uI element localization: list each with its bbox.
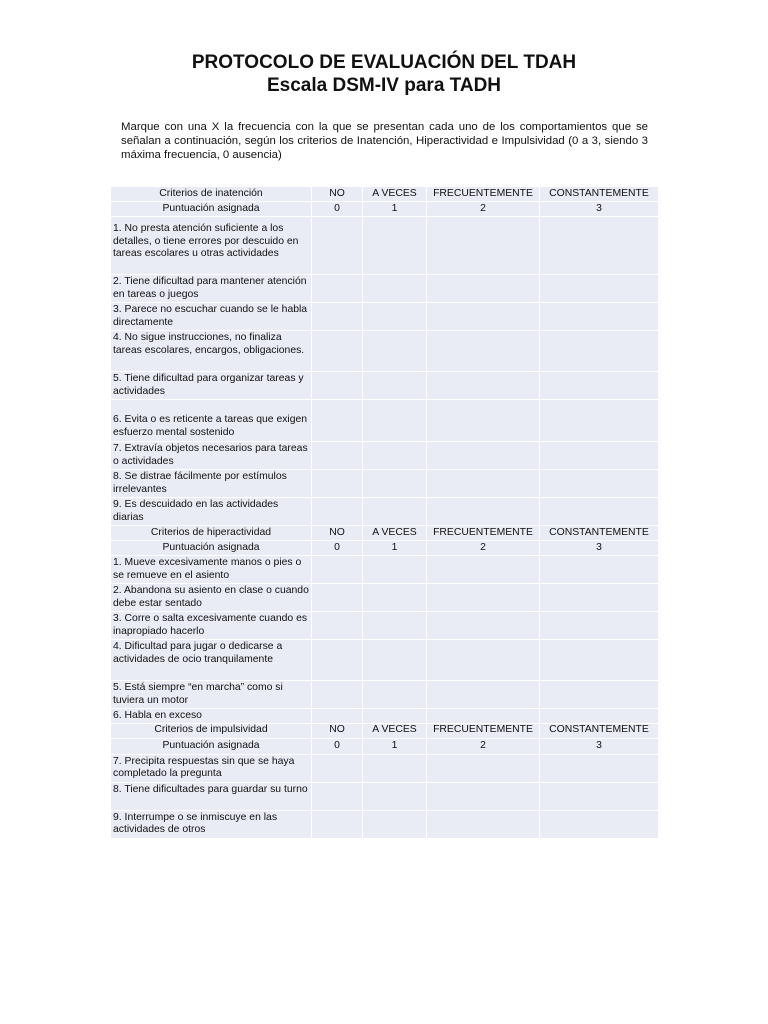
answer-cell-a-veces[interactable] [363,217,427,275]
item-text: 4. Dificultad para jugar o dedicarse a actividades de ocio tranquilamente [111,640,312,681]
answer-cell-no[interactable] [312,442,363,470]
answer-cell-constantemente[interactable] [540,372,659,400]
item-text: 3. Parece no escuchar cuando se le habla directamente [111,303,312,331]
score-no: 0 [312,541,363,556]
evaluation-table [110,186,659,839]
item-row [111,612,659,640]
score-constantemente: 3 [540,202,659,217]
section-heading: Criterios de inatención [111,187,312,202]
item-text: 5. Está siempre “en marcha” como si tuviera un motor [111,681,312,709]
item-row [111,400,659,442]
score-a-veces: 1 [363,738,427,754]
section-header-row [111,526,659,541]
score-label: Puntuación asignada [111,202,312,217]
answer-cell-a-veces[interactable] [363,400,427,442]
answer-cell-no[interactable] [312,303,363,331]
answer-cell-constantemente[interactable] [540,400,659,442]
item-row [111,442,659,470]
column-header-a-veces: A VECES [363,723,427,738]
answer-cell-no[interactable] [312,782,363,810]
item-row [111,331,659,372]
answer-cell-a-veces[interactable] [363,810,427,838]
answer-cell-constantemente[interactable] [540,331,659,372]
column-header-a-veces: A VECES [363,187,427,202]
section-header-row [111,187,659,202]
answer-cell-a-veces[interactable] [363,556,427,584]
answer-cell-constantemente[interactable] [540,612,659,640]
score-row [111,202,659,217]
answer-cell-no[interactable] [312,584,363,612]
item-row [111,275,659,303]
item-row [111,584,659,612]
score-frecuentemente: 2 [427,202,540,217]
answer-cell-frecuentemente[interactable] [427,709,540,724]
answer-cell-a-veces[interactable] [363,709,427,724]
answer-cell-frecuentemente[interactable] [427,217,540,275]
answer-cell-a-veces[interactable] [363,303,427,331]
item-row [111,754,659,782]
answer-cell-constantemente[interactable] [540,303,659,331]
item-row [111,470,659,498]
column-header-a-veces: A VECES [363,526,427,541]
answer-cell-frecuentemente[interactable] [427,612,540,640]
column-header-no: NO [312,723,363,738]
score-row [111,541,659,556]
item-row [111,217,659,275]
item-text: 2. Abandona su asiento en clase o cuando debe estar sentado [111,584,312,612]
score-constantemente: 3 [540,541,659,556]
answer-cell-constantemente[interactable] [540,470,659,498]
item-row [111,640,659,681]
answer-cell-frecuentemente[interactable] [427,584,540,612]
score-frecuentemente: 2 [427,541,540,556]
answer-cell-constantemente[interactable] [540,275,659,303]
answer-cell-no[interactable] [312,400,363,442]
column-header-no: NO [312,187,363,202]
answer-cell-constantemente[interactable] [540,681,659,709]
item-row [111,709,659,724]
score-no: 0 [312,202,363,217]
item-row [111,782,659,810]
answer-cell-a-veces[interactable] [363,372,427,400]
score-label: Puntuación asignada [111,541,312,556]
answer-cell-no[interactable] [312,217,363,275]
item-row [111,372,659,400]
answer-cell-constantemente[interactable] [540,584,659,612]
answer-cell-a-veces[interactable] [363,442,427,470]
score-constantemente: 3 [540,738,659,754]
item-row [111,681,659,709]
answer-cell-frecuentemente[interactable] [427,372,540,400]
answer-cell-frecuentemente[interactable] [427,331,540,372]
answer-cell-no[interactable] [312,372,363,400]
column-header-constantemente: CONSTANTEMENTE [540,723,659,738]
answer-cell-constantemente[interactable] [540,640,659,681]
answer-cell-frecuentemente[interactable] [427,640,540,681]
item-text: 6. Evita o es reticente a tareas que exigen esfuerzo mental sostenido [111,400,312,442]
answer-cell-a-veces[interactable] [363,498,427,526]
answer-cell-no[interactable] [312,640,363,681]
answer-cell-a-veces[interactable] [363,640,427,681]
answer-cell-constantemente[interactable] [540,709,659,724]
answer-cell-constantemente[interactable] [540,810,659,838]
answer-cell-no[interactable] [312,275,363,303]
answer-cell-no[interactable] [312,470,363,498]
answer-cell-a-veces[interactable] [363,754,427,782]
title-line-1: PROTOCOLO DE EVALUACIÓN DEL TDAH [191,52,577,73]
answer-cell-constantemente[interactable] [540,442,659,470]
score-row [111,738,659,754]
item-text: 2. Tiene dificultad para mantener atención en tareas o juegos [111,275,312,303]
item-text: 5. Tiene dificultad para organizar tareas y actividades [111,372,312,400]
item-text: 4. No sigue instrucciones, no finaliza tareas escolares, encargos, obligaciones. [111,331,312,372]
answer-cell-constantemente[interactable] [540,782,659,810]
item-text: 9. Es descuidado en las actividades diarias [111,498,312,526]
answer-cell-a-veces[interactable] [363,612,427,640]
answer-cell-no[interactable] [312,810,363,838]
answer-cell-constantemente[interactable] [540,754,659,782]
column-header-frecuentemente: FRECUENTEMENTE [427,526,540,541]
answer-cell-no[interactable] [312,331,363,372]
answer-cell-a-veces[interactable] [363,331,427,372]
answer-cell-frecuentemente[interactable] [427,442,540,470]
answer-cell-no[interactable] [312,681,363,709]
item-text: 6. Habla en exceso [111,709,312,724]
item-text: 3. Corre o salta excesivamente cuando es inapropiado hacerlo [111,612,312,640]
answer-cell-a-veces[interactable] [363,584,427,612]
score-no: 0 [312,738,363,754]
item-row [111,810,659,838]
item-text: 9. Interrumpe o se inmiscuye en las actividades de otros [111,810,312,838]
section-heading: Criterios de impulsividad [111,723,312,738]
answer-cell-frecuentemente[interactable] [427,275,540,303]
item-row [111,303,659,331]
column-header-no: NO [312,526,363,541]
column-header-frecuentemente: FRECUENTEMENTE [427,723,540,738]
document-title [0,52,768,98]
answer-cell-a-veces[interactable] [363,275,427,303]
answer-cell-frecuentemente[interactable] [427,782,540,810]
answer-cell-constantemente[interactable] [540,556,659,584]
column-header-constantemente: CONSTANTEMENTE [540,526,659,541]
item-row [111,498,659,526]
score-frecuentemente: 2 [427,738,540,754]
answer-cell-frecuentemente[interactable] [427,754,540,782]
answer-cell-no[interactable] [312,709,363,724]
column-header-frecuentemente: FRECUENTEMENTE [427,187,540,202]
title-line-2: Escala DSM-IV para TADH [266,75,502,96]
answer-cell-no[interactable] [312,498,363,526]
score-a-veces: 1 [363,202,427,217]
answer-cell-no[interactable] [312,556,363,584]
answer-cell-frecuentemente[interactable] [427,498,540,526]
answer-cell-frecuentemente[interactable] [427,810,540,838]
item-text: 7. Extravía objetos necesarios para tareas o actividades [111,442,312,470]
answer-cell-a-veces[interactable] [363,681,427,709]
answer-cell-constantemente[interactable] [540,498,659,526]
item-text: 8. Se distrae fácilmente por estímulos irrelevantes [111,470,312,498]
answer-cell-a-veces[interactable] [363,470,427,498]
score-a-veces: 1 [363,541,427,556]
answer-cell-constantemente[interactable] [540,217,659,275]
item-text: 1. Mueve excesivamente manos o pies o se remueve en el asiento [111,556,312,584]
answer-cell-frecuentemente[interactable] [427,470,540,498]
item-row [111,556,659,584]
instructions-paragraph: Marque con una X la frecuencia con la que se presentan cada uno de los comportamientos que se señalan a continuación, según los criterios de Inatención, Hiperactividad e Impulsividad (0 a 3, siendo 3 máxima frecuencia, 0 ausencia) [121,121,648,161]
answer-cell-a-veces[interactable] [363,782,427,810]
section-header-row [111,723,659,738]
column-header-constantemente: CONSTANTEMENTE [540,187,659,202]
answer-cell-no[interactable] [312,754,363,782]
answer-cell-frecuentemente[interactable] [427,556,540,584]
answer-cell-frecuentemente[interactable] [427,681,540,709]
answer-cell-frecuentemente[interactable] [427,400,540,442]
answer-cell-no[interactable] [312,612,363,640]
item-text: 7. Precipita respuestas sin que se haya completado la pregunta [111,754,312,782]
score-label: Puntuación asignada [111,738,312,754]
item-text: 8. Tiene dificultades para guardar su turno [111,782,312,810]
section-heading: Criterios de hiperactividad [111,526,312,541]
answer-cell-frecuentemente[interactable] [427,303,540,331]
item-text: 1. No presta atención suficiente a los detalles, o tiene errores por descuido en tareas escolares u otras actividades [111,217,312,275]
